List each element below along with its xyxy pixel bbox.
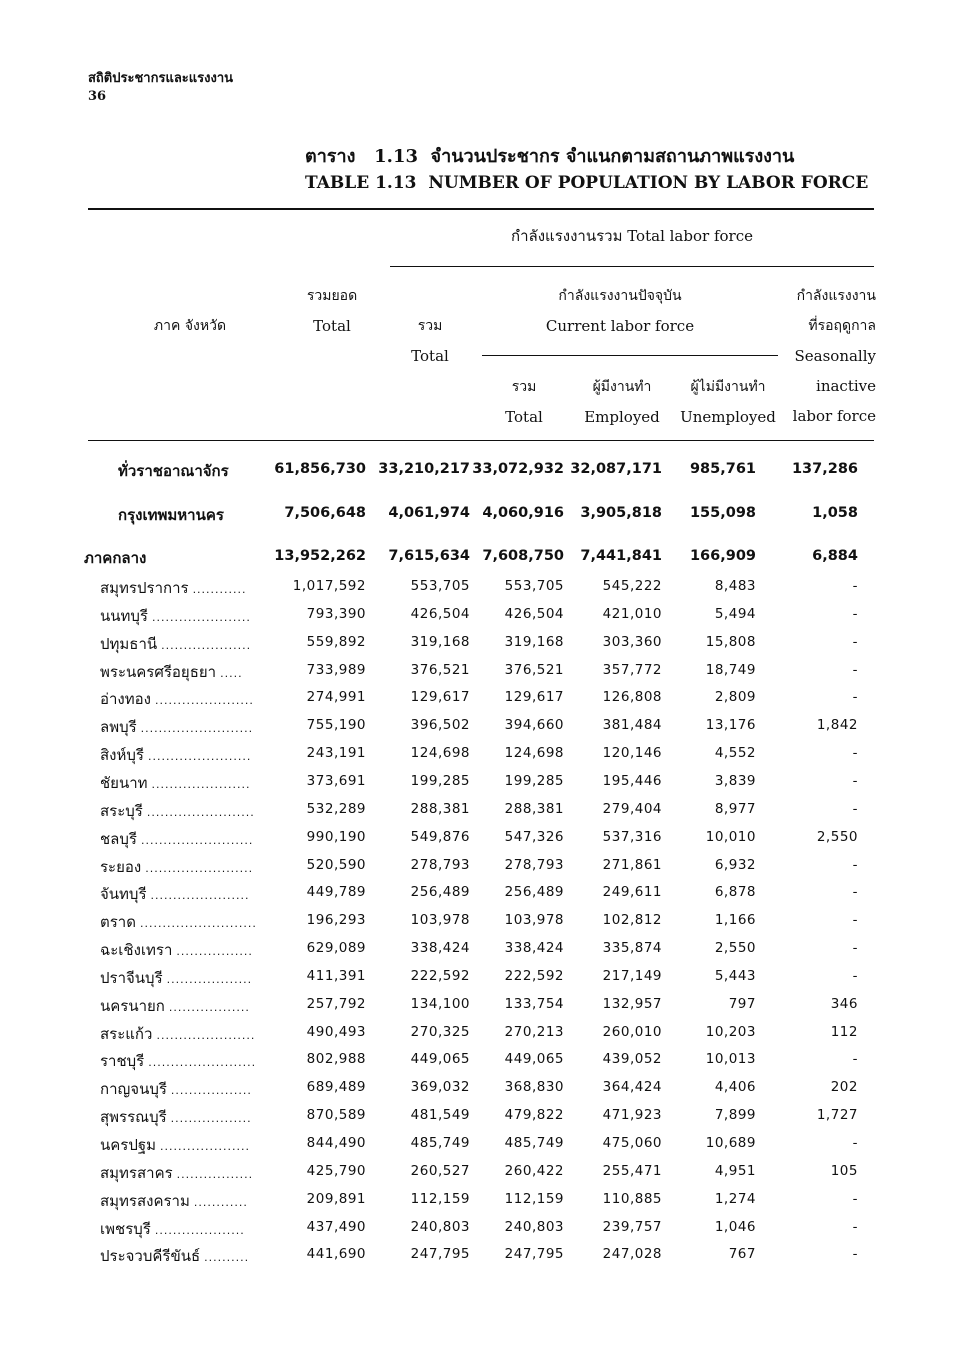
cell-employed: 364,424 bbox=[602, 1079, 662, 1096]
leader-dots: ...................... bbox=[151, 610, 251, 624]
leader-dots: ................. bbox=[176, 1167, 254, 1181]
cell-unemployed: 10,689 bbox=[705, 1135, 756, 1151]
cell-total-labor-force: 549,876 bbox=[410, 828, 470, 845]
cell-unemployed: 15,808 bbox=[705, 633, 756, 650]
cell-total-labor-force: 270,325 bbox=[410, 1023, 470, 1040]
cell-total-labor-force: 199,285 bbox=[410, 772, 470, 789]
cell-grand-total: 196,293 bbox=[306, 912, 366, 929]
cell-current-labor-force: 394,660 bbox=[504, 717, 564, 734]
cell-total-labor-force: 278,793 bbox=[410, 856, 470, 873]
cell-current-labor-force: 288,381 bbox=[504, 800, 564, 817]
row-label bbox=[100, 994, 250, 1018]
table-row bbox=[0, 546, 966, 572]
cell-current-labor-force: 479,822 bbox=[504, 1107, 564, 1124]
row-name: ลพบุรี bbox=[100, 718, 137, 737]
cell-total-labor-force: 485,749 bbox=[410, 1135, 470, 1151]
cell-unemployed: 4,552 bbox=[714, 745, 756, 762]
cell-total-labor-force: 112,159 bbox=[410, 1190, 470, 1207]
row-name: อ่างทอง bbox=[100, 690, 151, 709]
table-row bbox=[0, 1049, 966, 1075]
row-name: สิงห์บุรี bbox=[100, 746, 144, 765]
cell-current-labor-force: 485,749 bbox=[504, 1135, 564, 1151]
row-name: สุพรรณบุรี bbox=[100, 1108, 167, 1127]
cell-current-labor-force: 376,521 bbox=[504, 661, 564, 678]
cell-employed: 335,874 bbox=[602, 940, 662, 957]
cell-employed: 471,923 bbox=[602, 1107, 662, 1124]
cell-grand-total: 7,506,648 bbox=[284, 505, 366, 521]
cell-seasonal: 1,727 bbox=[816, 1107, 858, 1124]
cell-seasonal: - bbox=[852, 967, 858, 984]
cell-employed: 102,812 bbox=[602, 912, 662, 929]
row-label bbox=[100, 576, 247, 600]
cell-current-labor-force: 547,326 bbox=[504, 828, 564, 845]
table-row bbox=[0, 576, 966, 602]
header-seasonal: กำลังแรงงาน ที่รอฤดูกาล Seasonally inactive labor force bbox=[792, 288, 876, 425]
cell-seasonal: - bbox=[852, 661, 858, 678]
cell-current-labor-force: 112,159 bbox=[504, 1190, 564, 1207]
row-label bbox=[100, 1049, 256, 1073]
row-label bbox=[100, 799, 255, 823]
table-row bbox=[0, 771, 966, 797]
leader-dots: ........................ bbox=[145, 861, 254, 875]
cell-unemployed: 1,166 bbox=[714, 912, 756, 929]
cell-seasonal: - bbox=[852, 800, 858, 817]
leader-dots: .................... bbox=[154, 1223, 245, 1237]
cell-total-labor-force: 4,061,974 bbox=[388, 505, 470, 521]
row-label bbox=[100, 604, 251, 628]
leader-dots: ...................... bbox=[150, 889, 250, 903]
cell-seasonal: - bbox=[852, 605, 858, 622]
row-name: ระยอง bbox=[100, 857, 142, 876]
table-row bbox=[0, 827, 966, 853]
cell-grand-total: 209,891 bbox=[306, 1190, 366, 1207]
cell-seasonal: 137,286 bbox=[791, 461, 858, 477]
row-label bbox=[100, 827, 253, 851]
cell-unemployed: 5,494 bbox=[714, 605, 756, 622]
cell-unemployed: 166,909 bbox=[689, 548, 756, 564]
cell-grand-total: 689,489 bbox=[306, 1079, 366, 1096]
row-name: ปราจีนบุรี bbox=[100, 968, 163, 987]
table-row bbox=[0, 604, 966, 630]
cell-seasonal: - bbox=[852, 856, 858, 873]
row-label bbox=[100, 743, 251, 767]
cell-total-labor-force: 33,210,217 bbox=[378, 461, 470, 477]
row-name: ราชบุรี bbox=[100, 1052, 145, 1071]
table-row bbox=[0, 632, 966, 658]
cell-total-labor-force: 449,065 bbox=[410, 1051, 470, 1068]
cell-employed: 357,772 bbox=[602, 661, 662, 678]
cell-seasonal: - bbox=[852, 940, 858, 957]
cell-unemployed: 2,550 bbox=[714, 940, 756, 957]
cell-total-labor-force: 103,978 bbox=[410, 912, 470, 929]
cell-unemployed: 5,443 bbox=[714, 967, 756, 984]
cell-seasonal: - bbox=[852, 1135, 858, 1151]
cell-employed: 132,957 bbox=[602, 995, 662, 1012]
cell-grand-total: 990,190 bbox=[306, 828, 366, 845]
row-name: จันทบุรี bbox=[100, 885, 147, 904]
row-name: กรุงเทพมหานคร bbox=[118, 506, 224, 524]
row-label bbox=[100, 855, 253, 879]
table-row bbox=[0, 1217, 966, 1243]
cell-seasonal: - bbox=[852, 912, 858, 929]
table-row bbox=[0, 743, 966, 769]
cell-seasonal: - bbox=[852, 884, 858, 901]
cell-employed: 439,052 bbox=[602, 1051, 662, 1068]
header-clf-total: รวม Total bbox=[505, 379, 543, 426]
cell-current-labor-force: 124,698 bbox=[504, 745, 564, 762]
page-number: 36 bbox=[88, 89, 107, 104]
cell-employed: 255,471 bbox=[602, 1162, 662, 1179]
cell-total-labor-force: 129,617 bbox=[410, 689, 470, 706]
row-label bbox=[118, 503, 224, 527]
row-name: นครปฐม bbox=[100, 1136, 157, 1154]
cell-employed: 247,028 bbox=[602, 1246, 662, 1263]
cell-unemployed: 3,839 bbox=[714, 772, 756, 789]
cell-seasonal: - bbox=[852, 745, 858, 762]
row-label bbox=[100, 1244, 249, 1268]
table-title-english: TABLE 1.13 NUMBER OF POPULATION BY LABOR FORCE bbox=[305, 173, 869, 193]
leader-dots: .................. bbox=[168, 1000, 250, 1014]
row-label bbox=[100, 938, 253, 962]
cell-total-labor-force: 222,592 bbox=[410, 967, 470, 984]
cell-grand-total: 441,690 bbox=[306, 1246, 366, 1263]
cell-employed: 381,484 bbox=[602, 717, 662, 734]
row-name: ตราด bbox=[100, 913, 136, 932]
table-row bbox=[0, 459, 966, 485]
labor-force-rule bbox=[390, 266, 874, 267]
table-row bbox=[0, 715, 966, 741]
cell-employed: 217,149 bbox=[602, 967, 662, 984]
leader-dots: .................. bbox=[170, 1084, 252, 1098]
cell-employed: 249,611 bbox=[602, 884, 662, 901]
leader-dots: ...................... bbox=[154, 694, 254, 708]
cell-employed: 32,087,171 bbox=[570, 461, 662, 477]
cell-current-labor-force: 368,830 bbox=[504, 1079, 564, 1096]
row-name: ชลบุรี bbox=[100, 829, 137, 848]
cell-unemployed: 8,977 bbox=[714, 800, 756, 817]
cell-seasonal: 6,884 bbox=[812, 548, 858, 564]
table-row bbox=[0, 1189, 966, 1215]
cell-grand-total: 373,691 bbox=[306, 772, 366, 789]
row-name: นนทบุรี bbox=[100, 606, 148, 625]
cell-unemployed: 10,010 bbox=[705, 828, 756, 845]
cell-grand-total: 629,089 bbox=[306, 940, 366, 957]
row-name: ประจวบคีรีขันธ์ bbox=[100, 1247, 201, 1266]
leader-dots: .................... bbox=[160, 1140, 250, 1153]
row-label bbox=[100, 1105, 252, 1129]
cell-employed: 279,404 bbox=[602, 800, 662, 817]
cell-grand-total: 1,017,592 bbox=[292, 578, 366, 594]
cell-grand-total: 733,989 bbox=[306, 661, 366, 678]
cell-grand-total: 257,792 bbox=[306, 995, 366, 1012]
cell-seasonal: - bbox=[852, 1246, 858, 1263]
table-title-thai: ตาราง 1.13 จำนวนประชากร จำแนกตามสถานภาพแรงงาน bbox=[305, 146, 795, 167]
cell-grand-total: 490,493 bbox=[306, 1023, 366, 1040]
row-label bbox=[84, 546, 146, 570]
cell-grand-total: 274,991 bbox=[306, 689, 366, 706]
row-label bbox=[100, 1217, 245, 1241]
cell-total-labor-force: 260,527 bbox=[410, 1162, 470, 1179]
cell-grand-total: 411,391 bbox=[306, 967, 366, 984]
table-row bbox=[0, 1077, 966, 1103]
cell-unemployed: 1,274 bbox=[714, 1190, 756, 1207]
row-label bbox=[100, 1189, 248, 1213]
table-row bbox=[0, 1022, 966, 1048]
leader-dots: .......... bbox=[204, 1251, 250, 1265]
table-row bbox=[0, 1244, 966, 1270]
row-label bbox=[100, 1077, 252, 1101]
cell-seasonal: - bbox=[852, 1218, 858, 1235]
cell-employed: 421,010 bbox=[602, 605, 662, 622]
table-row bbox=[0, 799, 966, 825]
leader-dots: ............ bbox=[193, 1195, 248, 1209]
cell-grand-total: 13,952,262 bbox=[274, 548, 366, 564]
row-label bbox=[100, 882, 249, 906]
cell-unemployed: 7,899 bbox=[714, 1107, 756, 1124]
cell-employed: 475,060 bbox=[602, 1135, 662, 1151]
cell-grand-total: 532,289 bbox=[306, 800, 366, 817]
row-name: กาญจนบุรี bbox=[100, 1080, 167, 1099]
cell-grand-total: 243,191 bbox=[306, 745, 366, 762]
cell-total-labor-force: 338,424 bbox=[410, 940, 470, 957]
cell-total-labor-force: 553,705 bbox=[410, 578, 470, 594]
cell-total-labor-force: 396,502 bbox=[410, 717, 470, 734]
cell-employed: 120,146 bbox=[602, 745, 662, 762]
row-name: ทั่วราชอาณาจักร bbox=[118, 462, 229, 480]
cell-unemployed: 4,406 bbox=[714, 1079, 756, 1096]
cell-unemployed: 797 bbox=[728, 995, 756, 1012]
cell-current-labor-force: 133,754 bbox=[504, 995, 564, 1012]
cell-seasonal: - bbox=[852, 578, 858, 594]
cell-current-labor-force: 247,795 bbox=[504, 1246, 564, 1263]
leader-dots: .......................... bbox=[139, 917, 257, 931]
leader-dots: .................. bbox=[170, 1112, 252, 1126]
row-label bbox=[100, 966, 252, 990]
row-label bbox=[100, 1161, 253, 1185]
table-row bbox=[0, 855, 966, 881]
cell-current-labor-force: 426,504 bbox=[504, 605, 564, 622]
row-name: เพชรบุรี bbox=[100, 1219, 151, 1238]
cell-current-labor-force: 256,489 bbox=[504, 884, 564, 901]
cell-grand-total: 844,490 bbox=[306, 1135, 366, 1151]
row-name: สระบุรี bbox=[100, 801, 143, 820]
cell-unemployed: 6,878 bbox=[714, 884, 756, 901]
row-name: สมุทรปราการ bbox=[100, 579, 189, 597]
cell-seasonal: 112 bbox=[830, 1023, 858, 1040]
cell-grand-total: 793,390 bbox=[306, 605, 366, 622]
leader-dots: .................... bbox=[161, 638, 252, 652]
header-unemployed: ผู้ไม่มีงานทำ Unemployed bbox=[680, 379, 776, 426]
row-label bbox=[100, 660, 243, 684]
cell-employed: 271,861 bbox=[602, 856, 662, 873]
cell-seasonal: 1,842 bbox=[816, 717, 858, 734]
cell-grand-total: 870,589 bbox=[306, 1107, 366, 1124]
cell-current-labor-force: 103,978 bbox=[504, 912, 564, 929]
cell-seasonal: 105 bbox=[830, 1162, 858, 1179]
cell-employed: 303,360 bbox=[602, 633, 662, 650]
cell-employed: 195,446 bbox=[602, 772, 662, 789]
cell-current-labor-force: 7,608,750 bbox=[482, 548, 564, 564]
cell-total-labor-force: 369,032 bbox=[410, 1079, 470, 1096]
cell-current-labor-force: 278,793 bbox=[504, 856, 564, 873]
cell-current-labor-force: 33,072,932 bbox=[472, 461, 564, 477]
row-name: ฉะเชิงเทรา bbox=[100, 941, 173, 960]
cell-unemployed: 2,809 bbox=[714, 689, 756, 706]
header-tlf-total: รวม Total bbox=[411, 318, 449, 365]
table-row bbox=[0, 1133, 966, 1159]
cell-employed: 537,316 bbox=[602, 828, 662, 845]
top-rule bbox=[88, 208, 874, 210]
cell-employed: 545,222 bbox=[602, 578, 662, 594]
cell-unemployed: 985,761 bbox=[689, 461, 756, 477]
table-row bbox=[0, 1161, 966, 1187]
cell-total-labor-force: 376,521 bbox=[410, 661, 470, 678]
row-label bbox=[100, 771, 250, 795]
header-total-labor-force: กำลังแรงงานรวม Total labor force bbox=[511, 227, 753, 245]
cell-seasonal: - bbox=[852, 1051, 858, 1068]
cell-unemployed: 10,203 bbox=[705, 1023, 756, 1040]
row-name: พระนครศรีอยุธยา bbox=[100, 662, 217, 681]
cell-current-labor-force: 4,060,916 bbox=[482, 505, 564, 521]
cell-grand-total: 61,856,730 bbox=[274, 461, 366, 477]
page-header bbox=[88, 70, 233, 106]
cell-grand-total: 425,790 bbox=[306, 1162, 366, 1179]
table-row bbox=[0, 1105, 966, 1131]
cell-grand-total: 559,892 bbox=[306, 633, 366, 650]
leader-dots: ......................... bbox=[140, 722, 254, 736]
cell-employed: 7,441,841 bbox=[580, 548, 662, 564]
cell-unemployed: 10,013 bbox=[705, 1051, 756, 1068]
publication-title: สถิติประชากรและแรงงาน bbox=[88, 71, 234, 86]
cell-seasonal: 346 bbox=[830, 995, 858, 1012]
row-name: ภาคกลาง bbox=[84, 549, 147, 567]
cell-unemployed: 8,483 bbox=[714, 578, 756, 594]
leader-dots: ............ bbox=[192, 583, 247, 596]
cell-current-labor-force: 199,285 bbox=[504, 772, 564, 789]
cell-seasonal: 202 bbox=[830, 1079, 858, 1096]
row-name: ชัยนาท bbox=[100, 773, 148, 792]
cell-current-labor-force: 240,803 bbox=[504, 1218, 564, 1235]
table-row bbox=[0, 882, 966, 908]
cell-grand-total: 437,490 bbox=[306, 1218, 366, 1235]
row-name: สระแก้ว bbox=[100, 1024, 153, 1043]
cell-unemployed: 6,932 bbox=[714, 856, 756, 873]
cell-total-labor-force: 247,795 bbox=[410, 1246, 470, 1263]
cell-employed: 110,885 bbox=[602, 1190, 662, 1207]
cell-total-labor-force: 288,381 bbox=[410, 800, 470, 817]
cell-employed: 239,757 bbox=[602, 1218, 662, 1235]
cell-employed: 260,010 bbox=[602, 1023, 662, 1040]
cell-grand-total: 802,988 bbox=[306, 1051, 366, 1068]
table-row bbox=[0, 660, 966, 686]
row-name: สมุทรสงคราม bbox=[100, 1191, 190, 1210]
cell-total-labor-force: 7,615,634 bbox=[388, 548, 470, 564]
row-label bbox=[100, 687, 254, 711]
cell-current-labor-force: 338,424 bbox=[504, 940, 564, 957]
cell-current-labor-force: 319,168 bbox=[504, 633, 564, 650]
cell-current-labor-force: 129,617 bbox=[504, 689, 564, 706]
cell-current-labor-force: 270,213 bbox=[504, 1023, 564, 1040]
cell-unemployed: 18,749 bbox=[705, 661, 756, 678]
cell-seasonal: - bbox=[852, 1190, 858, 1207]
leader-dots: ..... bbox=[220, 666, 243, 680]
leader-dots: ...................... bbox=[151, 777, 251, 791]
row-name: สมุทรสาคร bbox=[100, 1163, 173, 1182]
cell-seasonal: 2,550 bbox=[816, 828, 858, 845]
current-labor-rule bbox=[482, 355, 778, 356]
cell-current-labor-force: 553,705 bbox=[504, 578, 564, 594]
leader-dots: ........................ bbox=[146, 805, 255, 819]
header-bottom-rule bbox=[88, 440, 874, 441]
row-name: นครนายก bbox=[100, 996, 165, 1015]
leader-dots: ...................... bbox=[156, 1028, 256, 1042]
row-label bbox=[100, 1022, 255, 1046]
leader-dots: ................. bbox=[176, 945, 253, 959]
cell-unemployed: 13,176 bbox=[705, 717, 756, 734]
cell-unemployed: 1,046 bbox=[714, 1218, 756, 1235]
cell-total-labor-force: 319,168 bbox=[410, 633, 470, 650]
cell-current-labor-force: 260,422 bbox=[504, 1162, 564, 1179]
header-region: ภาค จังหวัด bbox=[153, 318, 227, 334]
table-row bbox=[0, 687, 966, 713]
row-label bbox=[118, 459, 229, 483]
cell-total-labor-force: 124,698 bbox=[410, 745, 470, 762]
row-label bbox=[100, 1133, 250, 1157]
cell-unemployed: 155,098 bbox=[689, 505, 756, 521]
table-row bbox=[0, 994, 966, 1020]
row-label bbox=[100, 910, 257, 934]
cell-employed: 3,905,818 bbox=[580, 505, 662, 521]
cell-total-labor-force: 481,549 bbox=[410, 1107, 470, 1124]
cell-total-labor-force: 256,489 bbox=[410, 884, 470, 901]
table-row bbox=[0, 966, 966, 992]
table-row bbox=[0, 503, 966, 529]
table-row bbox=[0, 938, 966, 964]
cell-seasonal: - bbox=[852, 689, 858, 706]
row-name: ปทุมธานี bbox=[100, 634, 158, 653]
cell-grand-total: 755,190 bbox=[306, 717, 366, 734]
row-label bbox=[100, 715, 253, 739]
table-row bbox=[0, 910, 966, 936]
cell-seasonal: - bbox=[852, 772, 858, 789]
leader-dots: ....................... bbox=[147, 750, 252, 764]
header-current-labor-force: กำลังแรงงานปัจจุบัน Current labor force bbox=[545, 288, 695, 335]
cell-grand-total: 449,789 bbox=[306, 884, 366, 901]
cell-unemployed: 767 bbox=[728, 1246, 756, 1263]
header-employed: ผู้มีงานทำ Employed bbox=[584, 379, 660, 426]
cell-total-labor-force: 426,504 bbox=[410, 605, 470, 622]
cell-total-labor-force: 240,803 bbox=[410, 1218, 470, 1235]
cell-unemployed: 4,951 bbox=[714, 1162, 756, 1179]
cell-seasonal: - bbox=[852, 633, 858, 650]
leader-dots: ........................ bbox=[148, 1056, 257, 1070]
cell-current-labor-force: 449,065 bbox=[504, 1051, 564, 1068]
cell-current-labor-force: 222,592 bbox=[504, 967, 564, 984]
cell-total-labor-force: 134,100 bbox=[410, 995, 470, 1012]
leader-dots: ................... bbox=[166, 972, 253, 986]
row-label bbox=[100, 632, 251, 656]
header-grand-total: รวมยอด Total bbox=[306, 288, 358, 335]
cell-seasonal: 1,058 bbox=[812, 505, 858, 521]
leader-dots: ......................... bbox=[140, 833, 254, 847]
cell-grand-total: 520,590 bbox=[306, 856, 366, 873]
cell-employed: 126,808 bbox=[602, 689, 662, 706]
